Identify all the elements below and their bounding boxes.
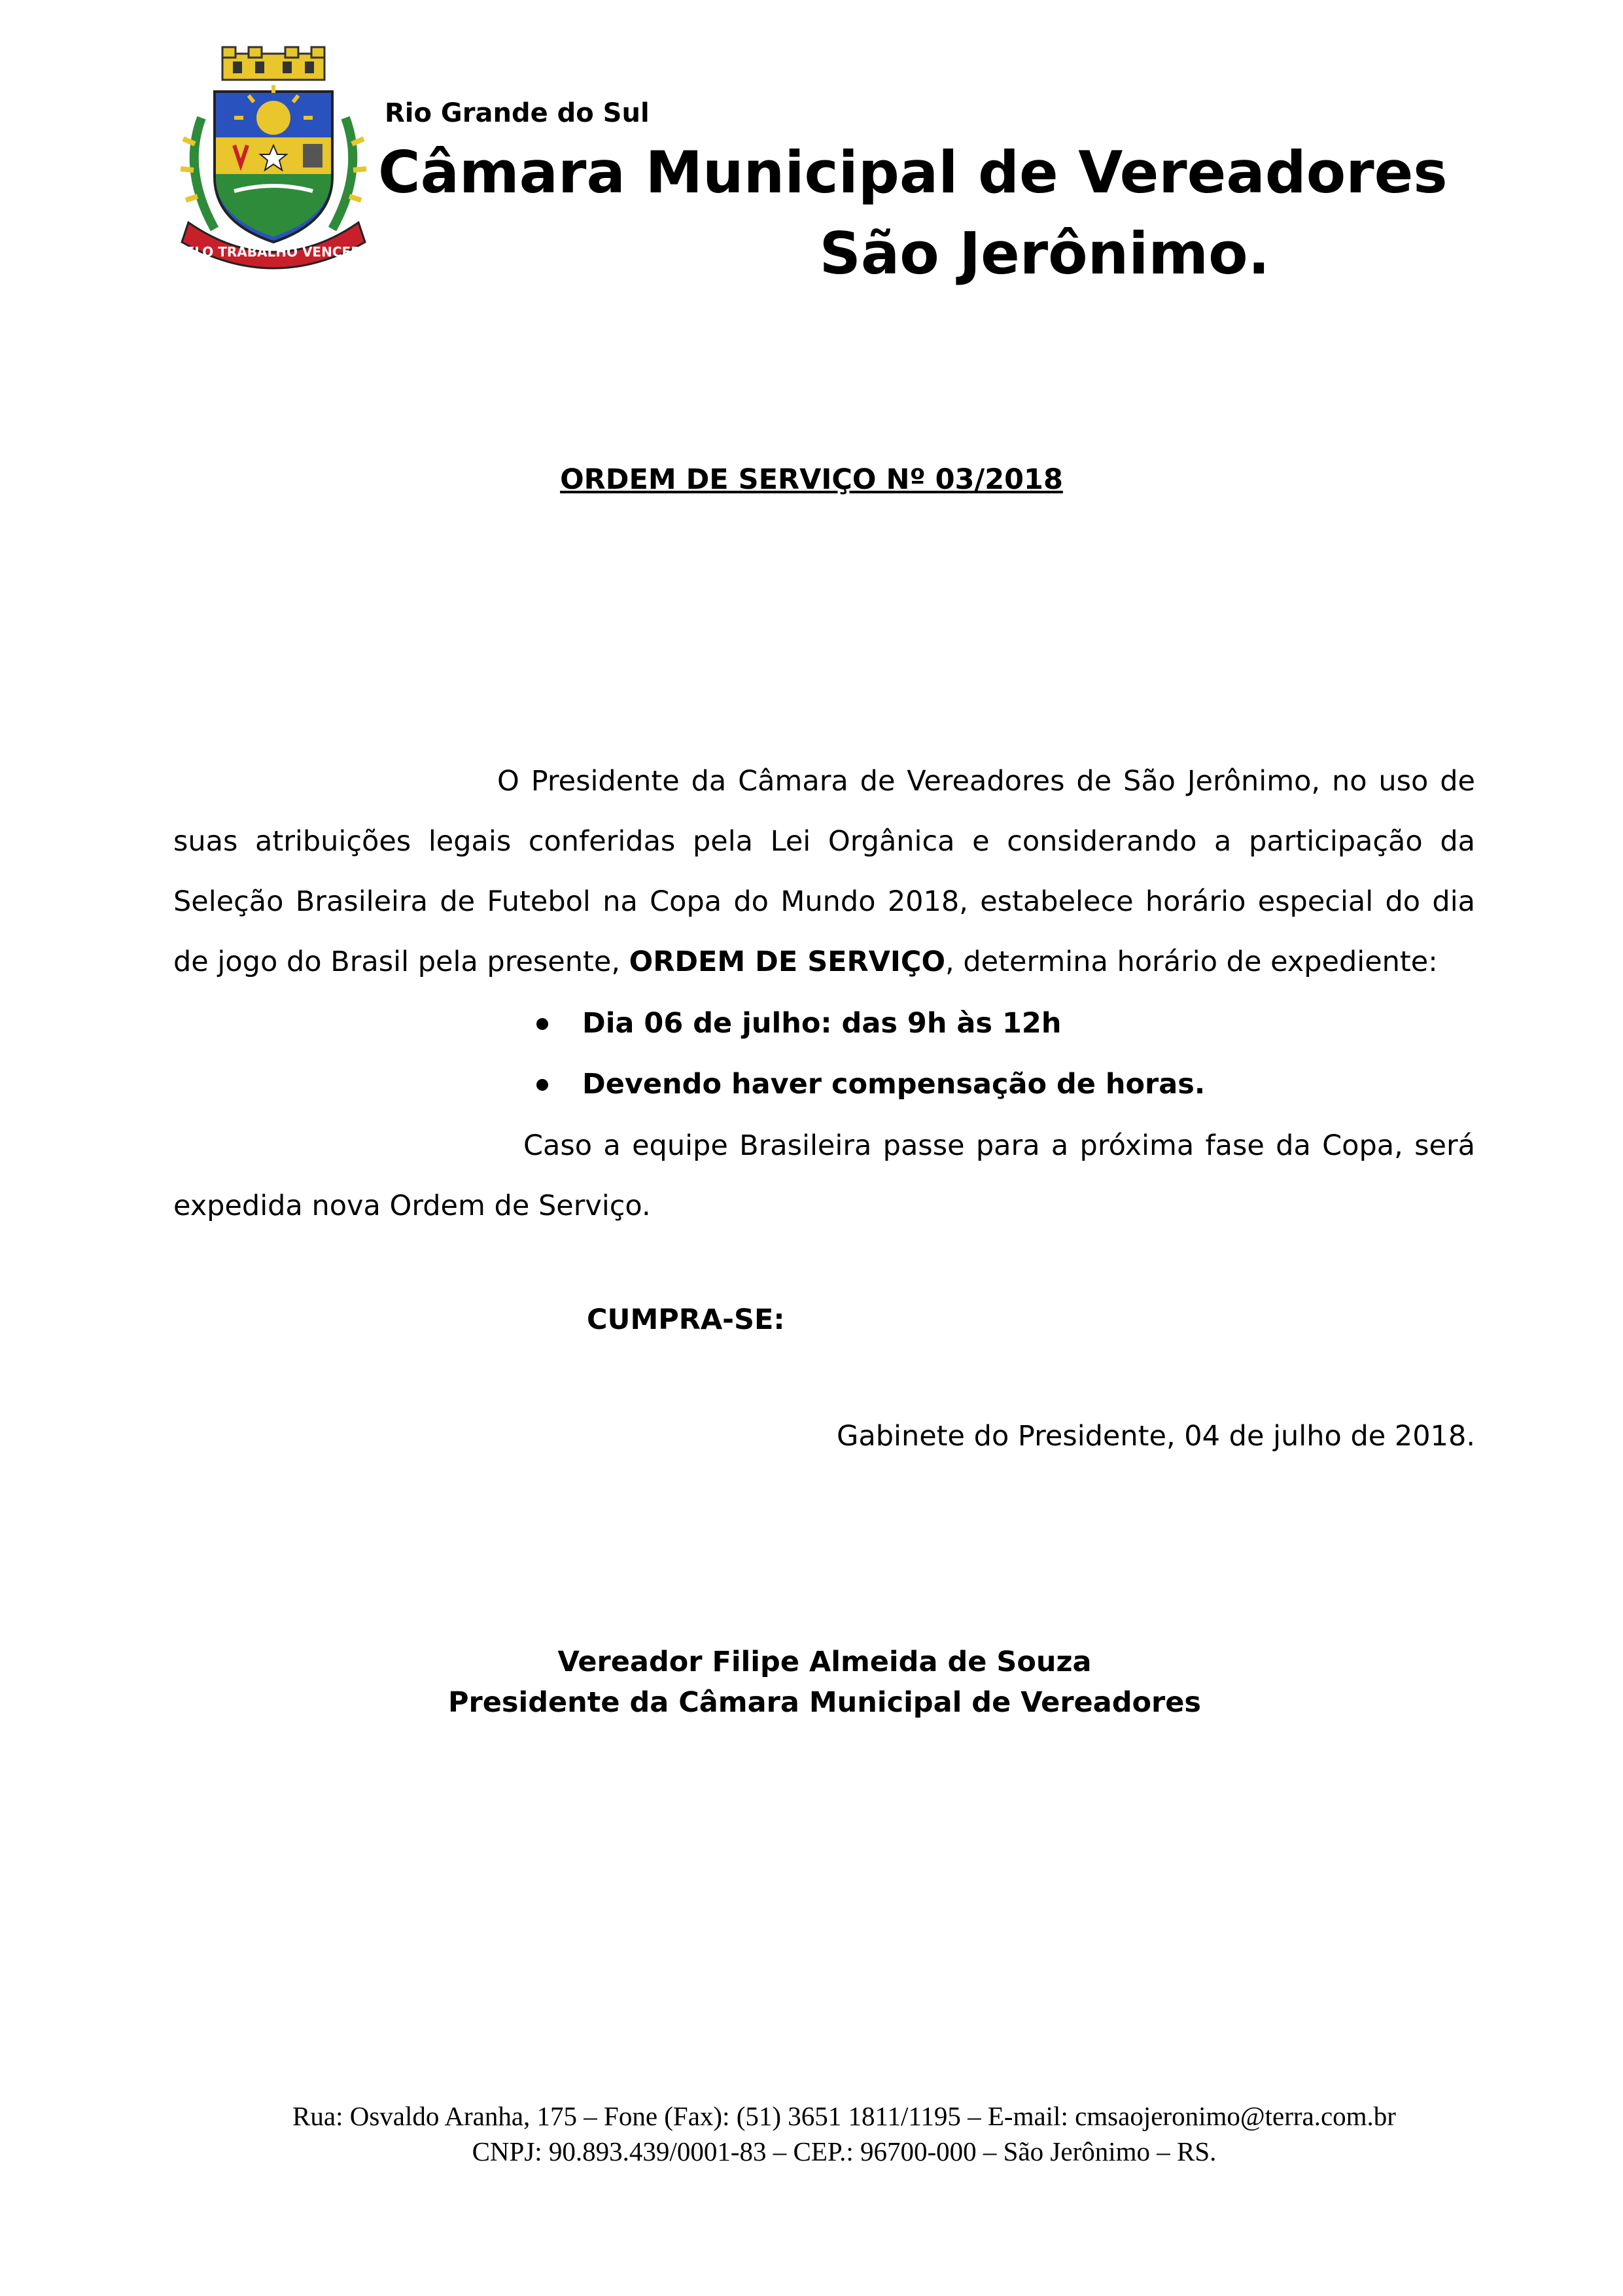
paragraph-intro [173, 751, 1475, 992]
signatory-role: Presidente da Câmara Municipal de Vereadores [448, 1686, 1201, 1719]
crest-motto: PELO TRABALHO VENCERÁ [175, 244, 372, 260]
list-item: Devendo haver compensação de horas. [530, 1054, 1205, 1115]
paragraph-intro-post: , determina horário de expediente: [945, 945, 1438, 978]
footer-registration: CNPJ: 90.893.439/0001-83 – CEP.: 96700-000 – São Jerônimo – RS. [472, 2136, 1217, 2166]
paragraph-next-phase: Caso a equipe Brasileira passe para a próxima fase da Copa, será expedida nova Ordem de Serviço. [173, 1129, 1475, 1222]
schedule-list [530, 993, 1205, 1115]
municipal-coat-of-arms-icon [175, 46, 372, 272]
state-name: Rio Grande do Sul [385, 98, 650, 128]
closing-statement: CUMPRA-SE: [587, 1303, 785, 1336]
place-and-date: Gabinete do Presidente, 04 de julho de 2018. [837, 1420, 1475, 1453]
institution-name: Câmara Municipal de Vereadores [378, 139, 1448, 206]
city-name: São Jerônimo. [819, 220, 1270, 287]
list-item: Dia 06 de julho: das 9h às 12h [530, 993, 1205, 1054]
signatory-name: Vereador Filipe Almeida de Souza [557, 1646, 1092, 1678]
footer-address: Rua: Osvaldo Aranha, 175 – Fone (Fax): (51) 3651 1811/1195 – E-mail: cmsaojeronimo@terra.com.br [292, 2101, 1396, 2131]
document-title: ORDEM DE SERVIÇO Nº 03/2018 [560, 463, 1063, 496]
paragraph-intro-pre: O Presidente da Câmara de Vereadores de São Jerônimo, no uso de suas atribuições legais conferidas pela Lei Orgânica e considerando a participação da Seleção Brasileira de Futebol na Copa do Mundo 2018, estabelece horário especial do dia de jogo do Brasil pela presente, [173, 765, 1475, 978]
paragraph-intro-bold: ORDEM DE SERVIÇO [629, 945, 946, 978]
